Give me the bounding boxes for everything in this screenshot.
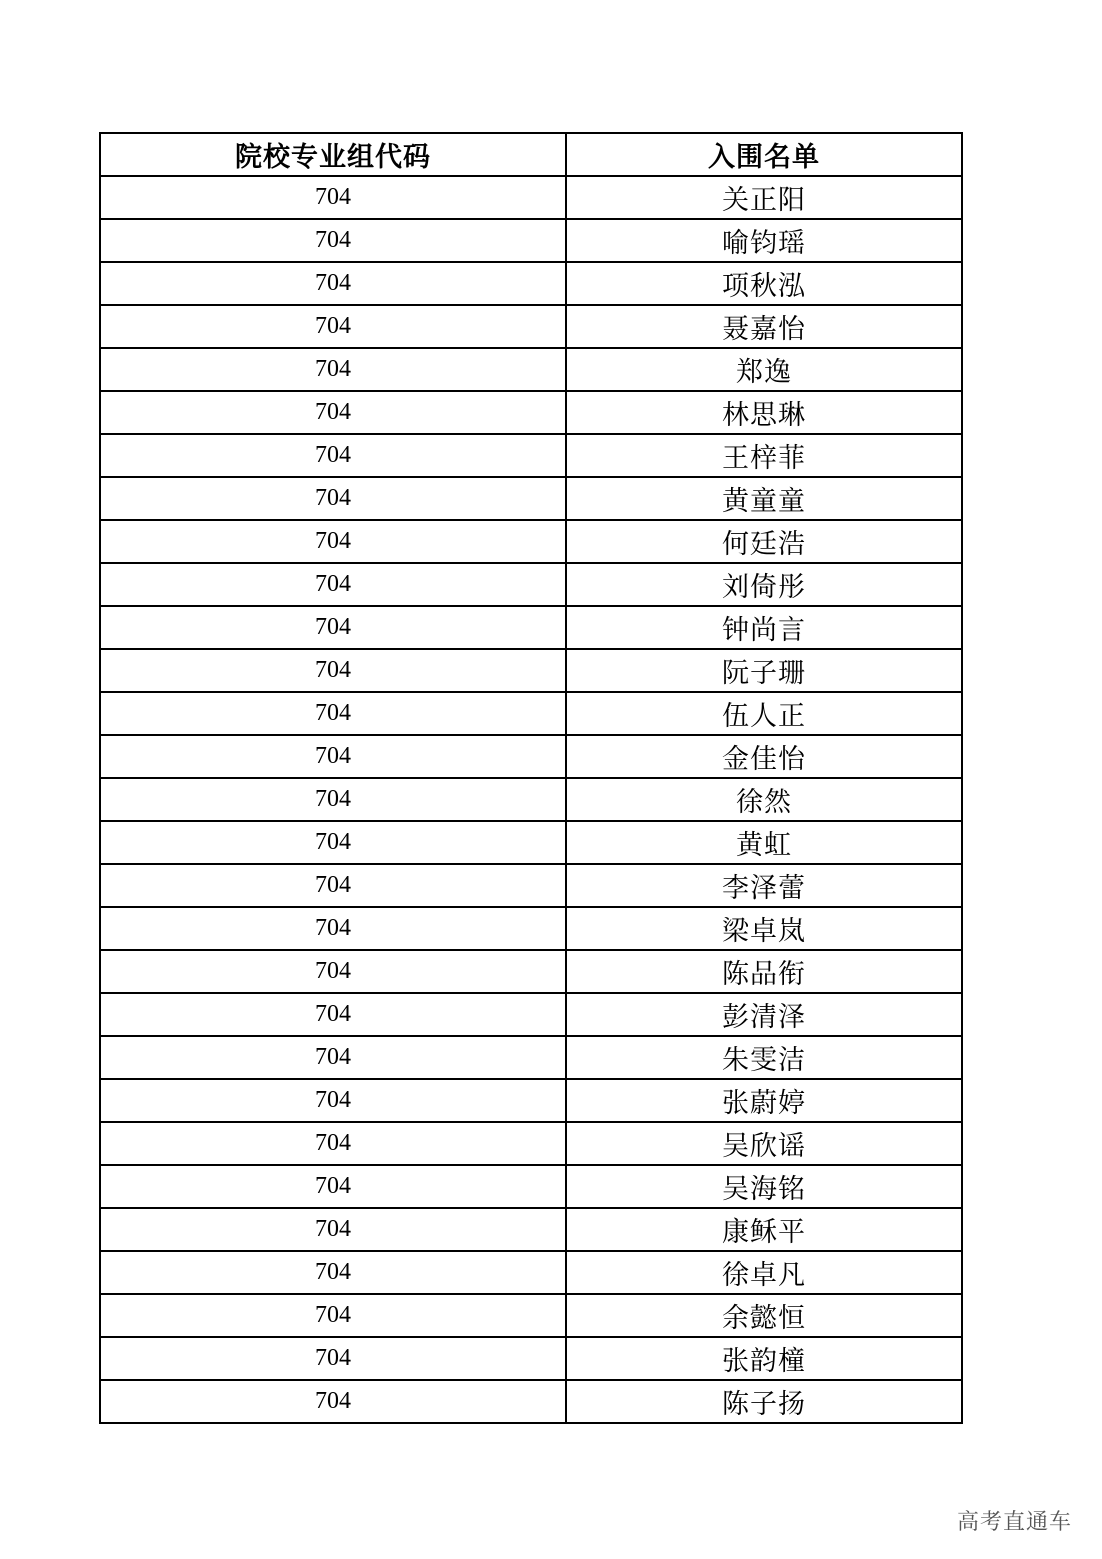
group-code-cell: 704 — [100, 348, 566, 391]
group-code-cell: 704 — [100, 434, 566, 477]
group-code-cell: 704 — [100, 1208, 566, 1251]
table-row — [100, 692, 962, 735]
group-code-cell: 704 — [100, 1036, 566, 1079]
table-row — [100, 348, 962, 391]
group-code-cell: 704 — [100, 907, 566, 950]
candidate-name-cell: 吴欣谣 — [566, 1122, 962, 1165]
table-row — [100, 520, 962, 563]
watermark-text: 高考直通车 — [956, 1510, 1072, 1535]
candidate-name-cell: 徐然 — [566, 778, 962, 821]
group-code-cell: 704 — [100, 1122, 566, 1165]
candidate-name-cell: 钟尚言 — [566, 606, 962, 649]
table-row — [100, 1165, 962, 1208]
group-code-cell: 704 — [100, 649, 566, 692]
candidate-name-cell: 金佳怡 — [566, 735, 962, 778]
candidate-name-cell: 项秋泓 — [566, 262, 962, 305]
table-row — [100, 176, 962, 219]
table-row — [100, 1036, 962, 1079]
group-code-cell: 704 — [100, 735, 566, 778]
candidate-name-cell: 伍人正 — [566, 692, 962, 735]
candidate-name-cell: 聂嘉怡 — [566, 305, 962, 348]
group-code-cell: 704 — [100, 821, 566, 864]
table-row — [100, 649, 962, 692]
group-code-cell: 704 — [100, 778, 566, 821]
group-code-cell: 704 — [100, 305, 566, 348]
group-code-cell: 704 — [100, 520, 566, 563]
group-code-cell: 704 — [100, 1251, 566, 1294]
candidate-name-cell: 彭清泽 — [566, 993, 962, 1036]
table-row — [100, 1251, 962, 1294]
group-code-cell: 704 — [100, 692, 566, 735]
group-code-cell: 704 — [100, 219, 566, 262]
candidate-name-cell: 黄童童 — [566, 477, 962, 520]
group-code-cell: 704 — [100, 176, 566, 219]
candidate-name-cell: 陈品衔 — [566, 950, 962, 993]
candidate-name-cell: 张韵橦 — [566, 1337, 962, 1380]
candidate-name-cell: 朱雯洁 — [566, 1036, 962, 1079]
table-row — [100, 1079, 962, 1122]
table-row — [100, 864, 962, 907]
candidate-name-cell: 康稣平 — [566, 1208, 962, 1251]
group-code-cell: 704 — [100, 1380, 566, 1423]
group-code-cell: 704 — [100, 1079, 566, 1122]
candidate-name-cell: 余懿恒 — [566, 1294, 962, 1337]
candidate-name-cell: 喻钧瑶 — [566, 219, 962, 262]
candidate-name-cell: 徐卓凡 — [566, 1251, 962, 1294]
candidate-name-cell: 黄虹 — [566, 821, 962, 864]
group-code-cell: 704 — [100, 262, 566, 305]
group-code-cell: 704 — [100, 864, 566, 907]
table-header-row — [100, 133, 962, 176]
table-row — [100, 1380, 962, 1423]
group-code-cell: 704 — [100, 563, 566, 606]
shortlist-table — [99, 132, 963, 1424]
candidate-name-cell: 李泽蕾 — [566, 864, 962, 907]
table-row — [100, 305, 962, 348]
table-row — [100, 821, 962, 864]
group-code-cell: 704 — [100, 606, 566, 649]
table-row — [100, 1208, 962, 1251]
table-body — [100, 176, 962, 1423]
table-row — [100, 606, 962, 649]
group-code-cell: 704 — [100, 1165, 566, 1208]
candidate-name-cell: 梁卓岚 — [566, 907, 962, 950]
candidate-name-cell: 刘倚彤 — [566, 563, 962, 606]
candidate-name-cell: 张蔚婷 — [566, 1079, 962, 1122]
table-row — [100, 735, 962, 778]
candidate-name-cell: 阮子珊 — [566, 649, 962, 692]
table-row — [100, 950, 962, 993]
column-header-shortlist: 入围名单 — [566, 133, 962, 176]
table-row — [100, 1337, 962, 1380]
candidate-name-cell: 王梓菲 — [566, 434, 962, 477]
table-row — [100, 1122, 962, 1165]
table-row — [100, 477, 962, 520]
candidate-name-cell: 郑逸 — [566, 348, 962, 391]
table-row — [100, 907, 962, 950]
column-header-group-code: 院校专业组代码 — [100, 133, 566, 176]
group-code-cell: 704 — [100, 950, 566, 993]
group-code-cell: 704 — [100, 1337, 566, 1380]
table-row — [100, 993, 962, 1036]
candidate-name-cell: 关正阳 — [566, 176, 962, 219]
candidate-name-cell: 林思琳 — [566, 391, 962, 434]
group-code-cell: 704 — [100, 391, 566, 434]
group-code-cell: 704 — [100, 477, 566, 520]
group-code-cell: 704 — [100, 993, 566, 1036]
candidate-name-cell: 何廷浩 — [566, 520, 962, 563]
candidate-name-cell: 陈子扬 — [566, 1380, 962, 1423]
candidate-name-cell: 吴海铭 — [566, 1165, 962, 1208]
table-row — [100, 434, 962, 477]
table-row — [100, 1294, 962, 1337]
table-row — [100, 262, 962, 305]
group-code-cell: 704 — [100, 1294, 566, 1337]
table-row — [100, 778, 962, 821]
table-row — [100, 563, 962, 606]
table-row — [100, 391, 962, 434]
table-row — [100, 219, 962, 262]
